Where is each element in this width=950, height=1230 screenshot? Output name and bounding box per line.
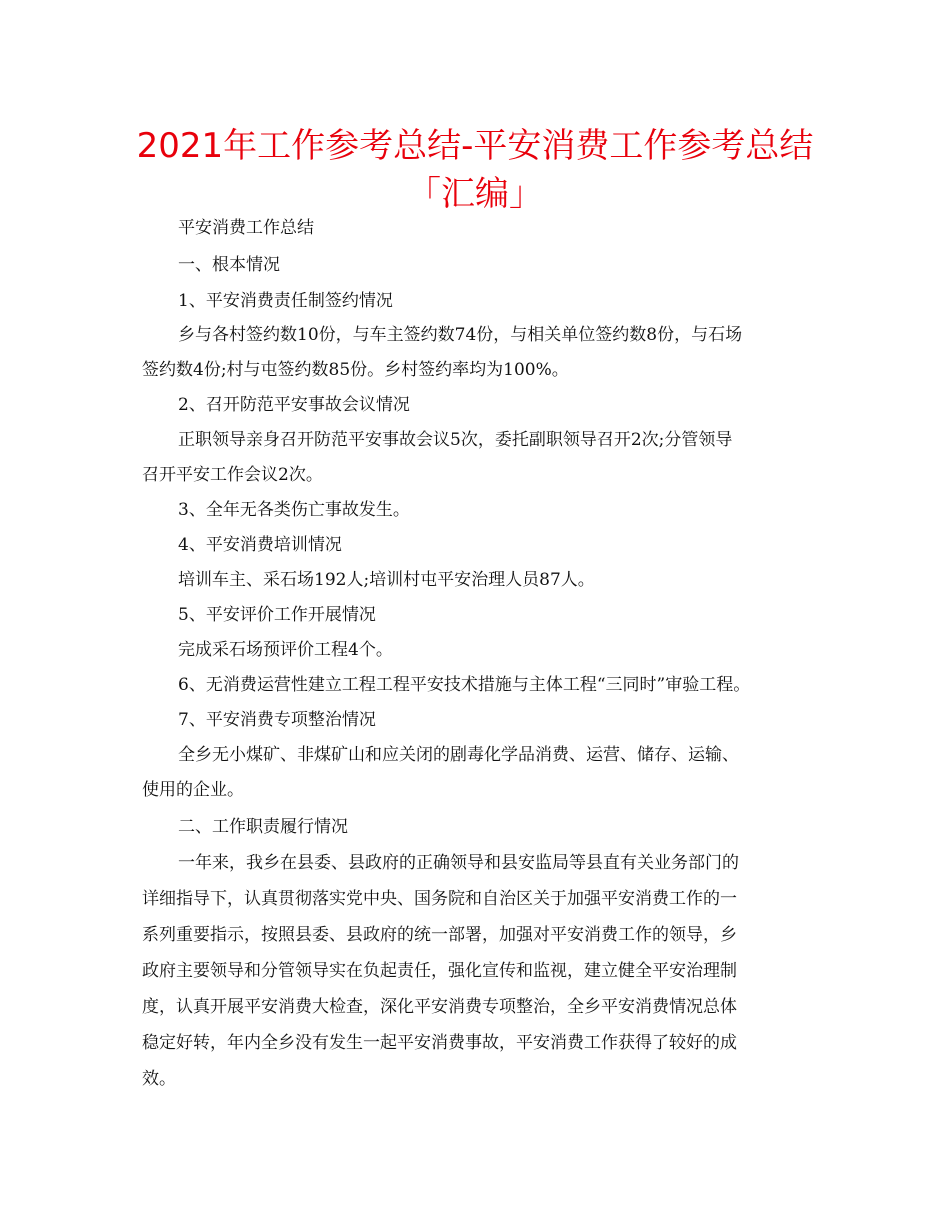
paragraph-line: 一年来，我乡在县委、县政府的正确领导和县安监局等县直有关业务部门的 — [178, 853, 739, 873]
item-heading: 1、平安消费责任制签约情况 — [178, 291, 393, 311]
paragraph-line: 使用的企业。 — [142, 780, 244, 800]
paragraph-line: 乡与各村签约数10份，与车主签约数74份，与相关单位签约数8份，与石场 — [178, 325, 743, 345]
paragraph-line: 培训车主、采石场192人;培训村屯平安治理人员87人。 — [178, 570, 595, 590]
paragraph-line: 全乡无小煤矿、非煤矿山和应关闭的剧毒化学品消费、运营、储存、运输、 — [178, 745, 739, 765]
paragraph-line: 系列重要指示，按照县委、县政府的统一部署，加强对平安消费工作的领导，乡 — [142, 925, 737, 945]
subsection-heading: 一、根本情况 — [178, 255, 280, 275]
item-heading: 6、无消费运营性建立工程工程平安技术措施与主体工程“三同时”审验工程。 — [178, 675, 751, 695]
item-heading: 5、平安评价工作开展情况 — [178, 605, 376, 625]
paragraph-line: 签约数4份;村与屯签约数85份。乡村签约率均为100%。 — [142, 360, 569, 380]
document-title-line-2: 「汇编」 — [407, 174, 543, 214]
section-heading: 平安消费工作总结 — [178, 218, 314, 238]
paragraph-line: 完成采石场预评价工程4个。 — [178, 640, 393, 660]
paragraph-line: 正职领导亲身召开防范平安事故会议5次，委托副职领导召开2次;分管领导 — [178, 430, 733, 450]
paragraph-line: 效。 — [142, 1069, 176, 1089]
paragraph-line: 召开平安工作会议2次。 — [142, 465, 323, 485]
paragraph-line: 度，认真开展平安消费大检查，深化平安消费专项整治，全乡平安消费情况总体 — [142, 997, 737, 1017]
item-heading: 3、全年无各类伤亡事故发生。 — [178, 500, 410, 520]
paragraph-line: 政府主要领导和分管领导实在负起责任，强化宣传和监视，建立健全平安治理制 — [142, 961, 737, 981]
subsection-heading: 二、工作职责履行情况 — [178, 817, 348, 837]
item-heading: 2、召开防范平安事故会议情况 — [178, 395, 410, 415]
paragraph-line: 稳定好转，年内全乡没有发生一起平安消费事故，平安消费工作获得了较好的成 — [142, 1033, 737, 1053]
document-title-line-1: 2021年工作参考总结-平安消费工作参考总结 — [136, 126, 814, 166]
item-heading: 7、平安消费专项整治情况 — [178, 710, 376, 730]
paragraph-line: 详细指导下，认真贯彻落实党中央、国务院和自治区关于加强平安消费工作的一 — [142, 889, 737, 909]
item-heading: 4、平安消费培训情况 — [178, 535, 342, 555]
